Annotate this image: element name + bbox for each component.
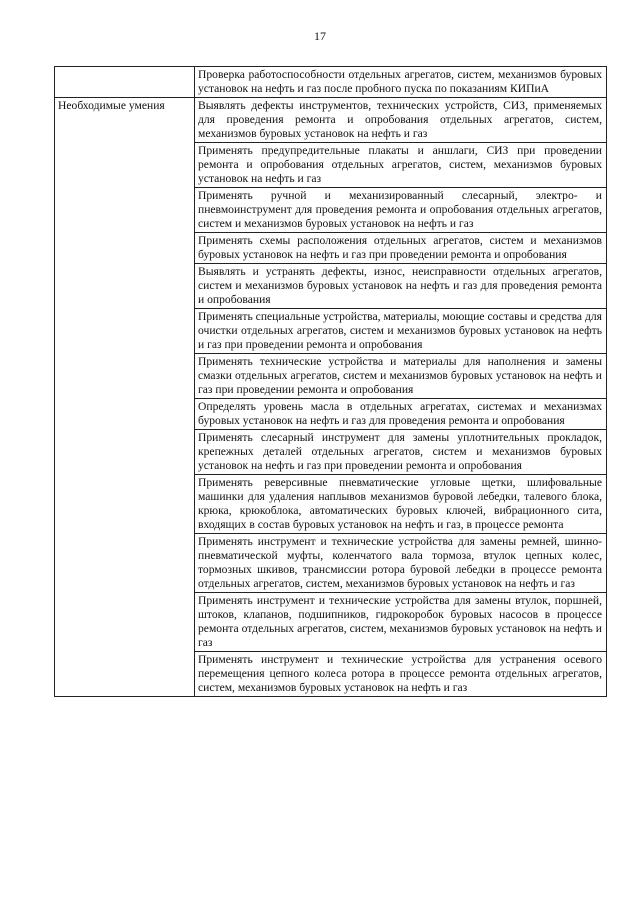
table-row <box>55 67 607 98</box>
table-cell: Применять технические устройства и материалы для наполнения и замены смазки отдельных агрегатов, систем и механизмов буровых установок на нефть и газ при проведении ремонта и опробования <box>195 354 607 399</box>
table-cell: Применять специальные устройства, материалы, моющие составы и средства для очистки отдельных агрегатов, систем и механизмов буровых установок на нефть и газ при проведении ремонта и опробования <box>195 309 607 354</box>
table-cell: Применять инструмент и технические устройства для замены втулок, поршней, штоков, клапанов, подшипников, гидрокоробок буровых насосов в процессе ремонта отдельных агрегатов, систем, механизмов буровых установок на нефть и газ <box>195 593 607 652</box>
empty-label-cell <box>55 67 195 98</box>
table-cell: Применять слесарный инструмент для замены уплотнительных прокладок, крепежных деталей отдельных агрегатов, систем и механизмов буровых установок на нефть и газ при проведении ремонта и опробования <box>195 430 607 475</box>
table-cell: Применять схемы расположения отдельных агрегатов, систем и механизмов буровых установок на нефть и газ при проведении ремонта и опробования <box>195 233 607 264</box>
table-cell: Проверка работоспособности отдельных агрегатов, систем, механизмов буровых установок на нефть и газ после пробного пуска по показаниям КИПиА <box>195 67 607 98</box>
table-cell: Применять инструмент и технические устройства для устранения осевого перемещения цепного колеса ротора в процессе ремонта отдельных агрегатов, систем, механизмов буровых установок на нефть и газ <box>195 652 607 697</box>
table-cell: Применять инструмент и технические устройства для замены ремней, шинно-пневматической муфты, коленчатого вала тормоза, втулок цепных колес, тормозных шкивов, трансмиссии ротора буровой лебедки в процессе ремонта отдельных агрегатов, систем, механизмов буровых установок на нефть и газ <box>195 534 607 593</box>
table-cell: Выявлять дефекты инструментов, технических устройств, СИЗ, применяемых для проведения ремонта и опробования отдельных агрегатов, систем, механизмов буровых установок на нефть и газ <box>195 98 607 143</box>
page-number: 17 <box>314 29 326 43</box>
table-cell: Определять уровень масла в отдельных агрегатах, системах и механизмах буровых установок на нефть и газ для проведения ремонта и опробования <box>195 399 607 430</box>
table-cell: Применять ручной и механизированный слесарный, электро- и пневмоинструмент для проведения ремонта и опробования отдельных агрегатов, систем и механизмов буровых установок на нефть и газ <box>195 188 607 233</box>
table-cell: Применять реверсивные пневматические угловые щетки, шлифовальные машинки для удаления наплывов механизмов буровой лебедки, талевого блока, крюка, крюкоблока, автоматических буровых ключей, вибрационного сита, входящих в состав буровых установок на нефть и газ, в процессе ремонта <box>195 475 607 534</box>
table-row <box>55 98 607 143</box>
table-cell: Выявлять и устранять дефекты, износ, неисправности отдельных агрегатов, систем и механизмов буровых установок на нефть и газ для проведения ремонта и опробования <box>195 264 607 309</box>
category-label: Необходимые умения <box>55 98 195 697</box>
skills-table <box>54 66 607 697</box>
table-cell: Применять предупредительные плакаты и аншлаги, СИЗ при проведении ремонта и опробования отдельных агрегатов, систем, механизмов буровых установок на нефть и газ <box>195 143 607 188</box>
